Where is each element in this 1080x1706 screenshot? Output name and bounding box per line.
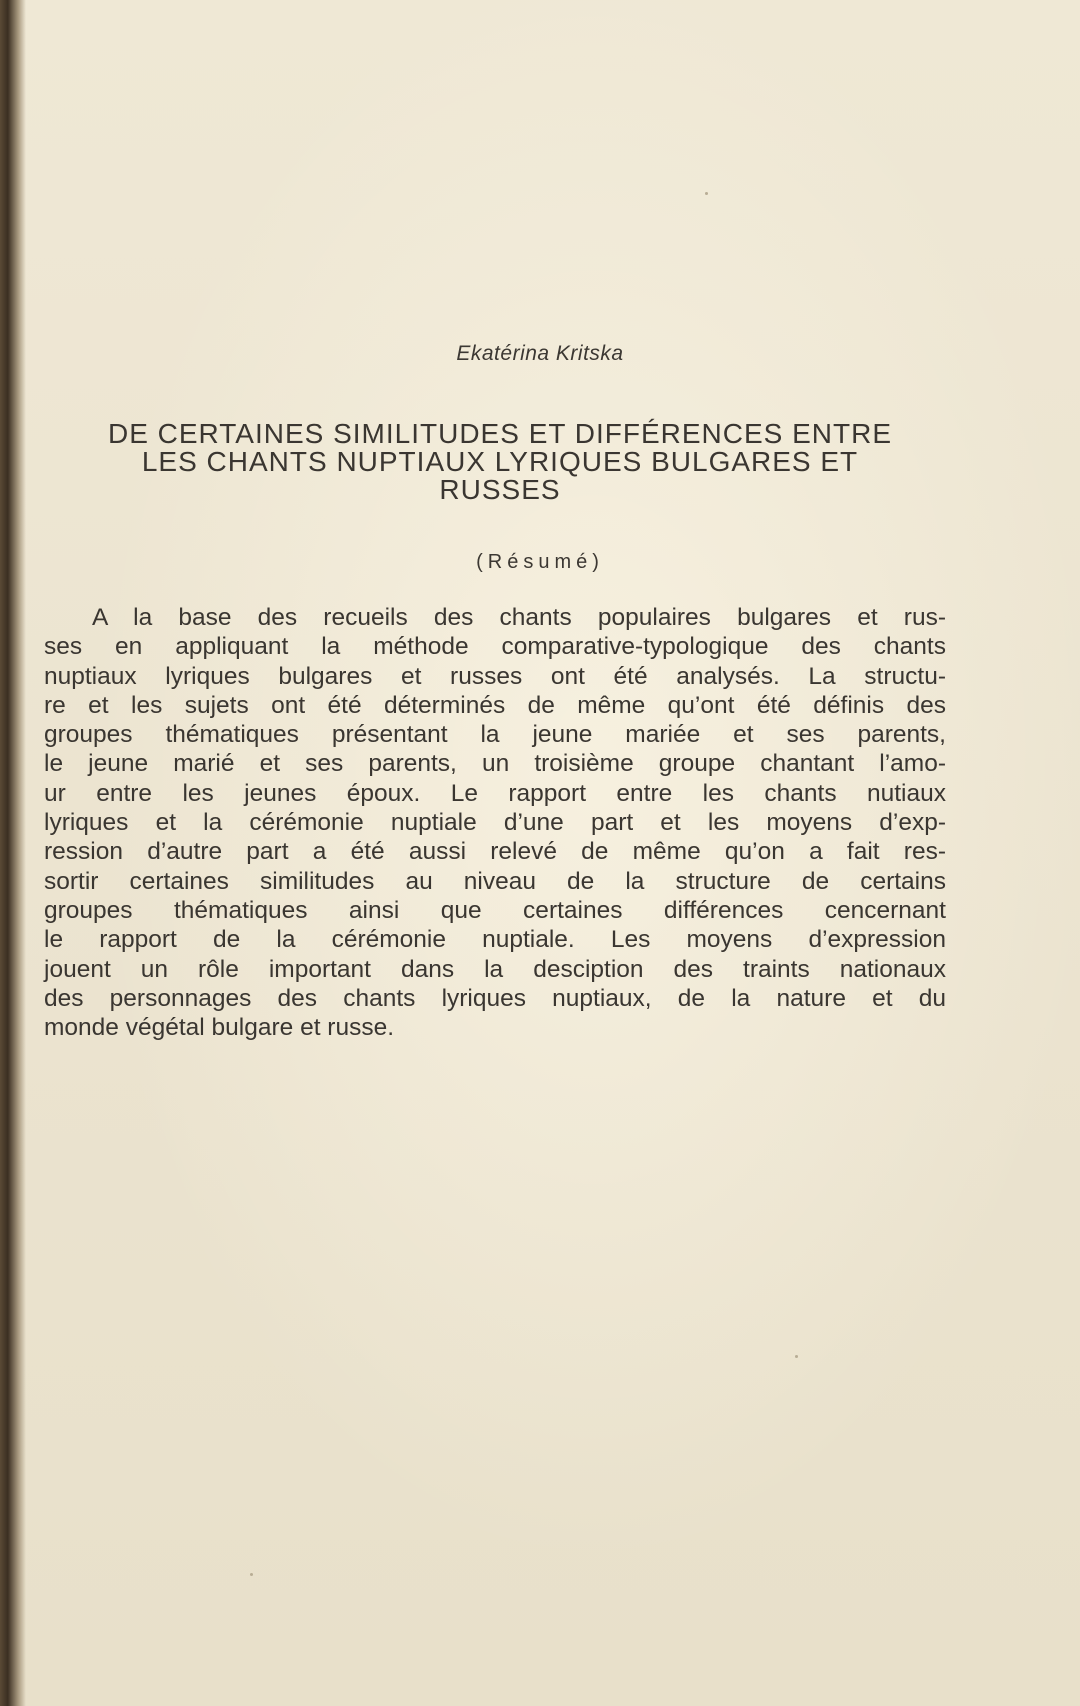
title-line: DE CERTAINES SIMILITUDES ET DIFFÉRENCES ENTRE [107,418,892,449]
paragraph-line: ses en appliquant la méthode comparative-typologique des chants [44,633,946,661]
paragraph-line: sortir certaines similitudes au niveau de la structure de certains [44,867,946,895]
binding-edge [0,0,26,1706]
subtitle-resume: (Résumé) [476,551,604,573]
paper-speck [250,1573,253,1576]
paragraph-line: lyriques et la cérémonie nuptiale d’une part et les moyens d’exp- [44,809,946,837]
title-line: LES CHANTS NUPTIAUX LYRIQUES BULGARES ET [141,446,859,477]
document-title [60,420,940,504]
paragraph-line: des personnages des chants lyriques nuptiaux, de la nature et du [44,984,946,1012]
paragraph-line: A la base des recueils des chants populaires bulgares et rus- [92,604,946,631]
abstract-paragraph [44,603,946,1042]
paragraph-line: nuptiaux lyriques bulgares et russes ont été analysés. La structu- [44,662,946,690]
paragraph-line: groupes thématiques ainsi que certaines différences cencernant [44,896,946,924]
paper-speck [795,1355,798,1358]
paragraph-line: jouent un rôle important dans la desciption des traints nationaux [44,955,946,983]
paragraph-line: le jeune marié et ses parents, un troisième groupe chantant l’amo- [44,750,946,778]
author-name: Ekatérina Kritska [456,342,624,365]
paragraph-line: ur entre les jeunes époux. Le rapport entre les chants nutiaux [44,779,946,807]
paragraph-line: monde végétal bulgare et russe. [44,1014,395,1042]
paragraph-line: ression d’autre part a été aussi relevé de même qu’on a fait res- [44,838,946,866]
paragraph-line: re et les sujets ont été déterminés de même qu’ont été définis des [44,691,946,719]
paragraph-line: groupes thématiques présentant la jeune mariée et ses parents, [44,721,946,749]
paper-speck [705,192,708,195]
paragraph-line: le rapport de la cérémonie nuptiale. Les moyens d’expression [44,926,946,954]
title-line: RUSSES [439,474,561,505]
